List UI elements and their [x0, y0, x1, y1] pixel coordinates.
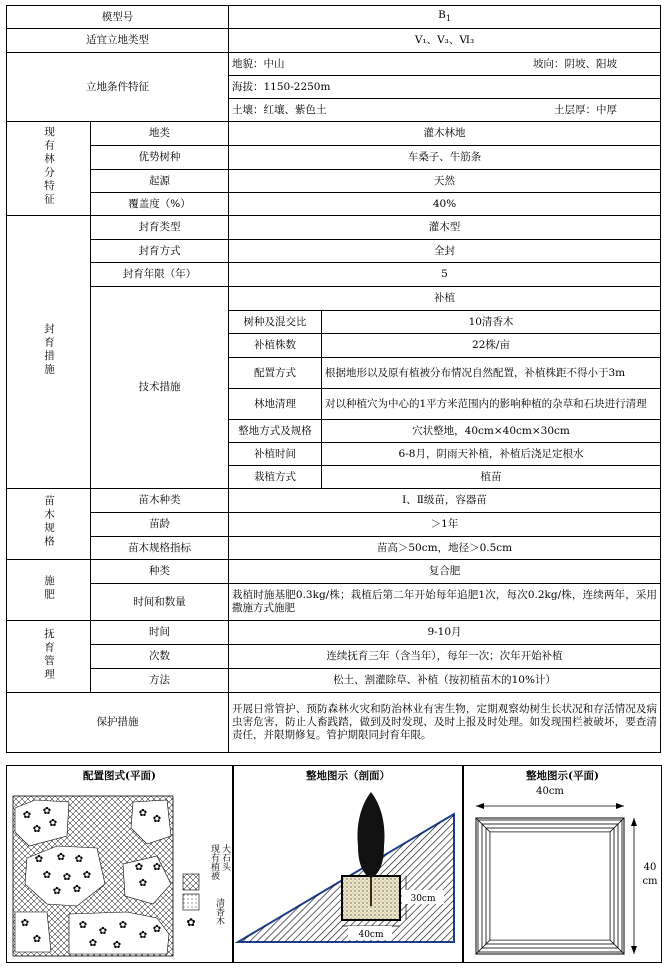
plan-width-label: 40cm — [536, 786, 564, 797]
tending-value: 9-10月 — [229, 621, 661, 645]
tree-marker: ✿ — [62, 872, 72, 883]
stand-row — [7, 146, 661, 170]
closure-row — [7, 240, 661, 263]
tree-marker: ✿ — [152, 814, 162, 825]
tech-row-label: 栽植方式 — [229, 466, 322, 489]
stand-value: 天然 — [229, 170, 661, 193]
seedling-group: 苗木规格 — [7, 489, 91, 560]
seedling-label: 苗龄 — [91, 513, 229, 537]
header-row — [7, 6, 661, 29]
tree-marker: ✿ — [78, 920, 88, 931]
depth-label: 30cm — [410, 894, 436, 904]
tree-marker: ✿ — [118, 920, 128, 931]
tech-title: 补植 — [229, 287, 661, 311]
tree-marker: ✿ — [134, 862, 144, 873]
tech-row-label: 补植时间 — [229, 443, 322, 466]
plan-title: 整地图示(平面) — [526, 770, 599, 782]
closure-years-value: 5 — [229, 263, 661, 287]
fert-value: 复合肥 — [229, 560, 661, 584]
closure-method-label: 封育方式 — [91, 240, 229, 263]
tech-row-label: 补植株数 — [229, 334, 322, 358]
site-type-label: 适宜立地类型 — [7, 29, 229, 53]
tending-row — [7, 621, 661, 645]
section-figure — [233, 765, 463, 963]
seedling-row — [7, 537, 661, 560]
model-label: 模型号 — [7, 6, 229, 29]
site-type-row — [7, 29, 661, 53]
tending-row — [7, 645, 661, 669]
site-cond-row-1 — [7, 53, 661, 76]
tech-row-value: 根据地形以及原有植被分布情况自然配置，补植株距不得小于3m — [322, 358, 661, 389]
closure-method-value: 全封 — [229, 240, 661, 263]
legend-boulder-swatch — [183, 874, 199, 890]
fert-value: 栽植时施基肥0.3kg/株；栽植后第二年开始每年追肥1次，每次0.2kg/株，连续两年，采用撒施方式施肥 — [229, 584, 661, 621]
closure-type-value: 灌木型 — [229, 216, 661, 240]
seedling-row — [7, 513, 661, 537]
plan-height-label: 40 — [643, 862, 657, 873]
tree-marker: ✿ — [32, 824, 42, 835]
model-table — [6, 5, 661, 753]
tree-marker: ✿ — [152, 862, 162, 873]
tree-marker: ✿ — [138, 808, 148, 819]
width-label: 40cm — [358, 930, 384, 940]
tree-marker: ✿ — [88, 938, 98, 949]
seedling-row — [7, 489, 661, 513]
tending-label: 次数 — [91, 645, 229, 669]
tech-title-row — [7, 287, 661, 311]
site-cond-landform-aspect: 地貌：中山 坡向：阴坡、阳坡 — [229, 53, 661, 76]
stand-value: 车桑子、牛筋条 — [229, 146, 661, 170]
protection-label: 保护措施 — [7, 693, 229, 753]
config-figure — [6, 765, 233, 963]
tree-marker: ✿ — [42, 806, 52, 817]
fert-row — [7, 560, 661, 584]
stand-label: 优势树种 — [91, 146, 229, 170]
site-cond-label: 立地条件特征 — [7, 53, 229, 122]
closure-years-label: 封育年限（年） — [91, 263, 229, 287]
fert-label: 种类 — [91, 560, 229, 584]
section-diagram — [234, 766, 464, 964]
tree-marker: ✿ — [72, 884, 82, 895]
tree-marker: ✿ — [32, 934, 42, 945]
closure-row — [7, 263, 661, 287]
config-diagram — [7, 766, 234, 964]
tree-marker: ✿ — [48, 818, 58, 829]
tree-marker: ✿ — [56, 852, 66, 863]
tech-row-value: 6-8月，阴雨天补植，补植后浇足定根水 — [322, 443, 661, 466]
stand-value: 灌木林地 — [229, 122, 661, 146]
tree-marker: ✿ — [42, 870, 52, 881]
legend-boulder-label: 大石头 — [220, 844, 230, 871]
tree-marker: ✿ — [98, 926, 108, 937]
tech-row-label: 树种及混交比 — [229, 311, 322, 334]
fert-label: 时间和数量 — [91, 584, 229, 621]
tree-marker: ✿ — [138, 930, 148, 941]
model-value: $B_1$ — [229, 6, 661, 29]
tending-label: 时间 — [91, 621, 229, 645]
tech-row-label: 林地清理 — [229, 389, 322, 420]
plan-diagram — [464, 766, 663, 964]
stand-label: 起源 — [91, 170, 229, 193]
seedling-value: 苗高＞50cm，地径＞0.5cm — [229, 537, 661, 560]
fert-row — [7, 584, 661, 621]
site-cond-soil: 土壤：红壤、紫色土 土层厚：中厚 — [229, 99, 661, 122]
closure-type-label: 封育类型 — [91, 216, 229, 240]
tree-marker: ✿ — [52, 886, 62, 897]
legend-tree-icon: ✿ — [186, 916, 196, 929]
closure-group: 封育措施 — [7, 216, 91, 489]
legend-tree-label: 清香木 — [214, 898, 224, 925]
tech-label: 技术措施 — [91, 287, 229, 489]
stand-value: 40% — [229, 193, 661, 216]
pit-outline — [476, 818, 624, 954]
tending-label: 方法 — [91, 669, 229, 693]
tending-group: 抚育管理 — [7, 621, 91, 693]
tending-row — [7, 669, 661, 693]
tech-row-value: 22株/亩 — [322, 334, 661, 358]
tree-marker: ✿ — [22, 810, 32, 821]
seedling-label: 苗木种类 — [91, 489, 229, 513]
fert-group: 施肥 — [7, 560, 91, 621]
tree-marker: ✿ — [112, 940, 122, 951]
legend-vegetation-label: 现有植被 — [209, 844, 219, 880]
tech-row-label: 配置方式 — [229, 358, 322, 389]
figure-row — [6, 765, 662, 963]
tech-row-label: 整地方式及规格 — [229, 420, 322, 443]
tending-value: 松土、割灌除草、补植（按初植苗木的10%计） — [229, 669, 661, 693]
stand-label: 地类 — [91, 122, 229, 146]
tree-marker: ✿ — [34, 854, 44, 865]
tending-value: 连续抚育三年（含当年），每年一次；次年开始补植 — [229, 645, 661, 669]
stand-row — [7, 193, 661, 216]
section-title: 整地图示（剖面） — [306, 770, 390, 782]
seedling-value: ＞1年 — [229, 513, 661, 537]
legend-vegetation-swatch — [183, 894, 199, 910]
config-title: 配置图式(平面) — [83, 770, 156, 782]
tech-row-value: 植苗 — [322, 466, 661, 489]
seedling-value: Ⅰ、Ⅱ级苗，容器苗 — [229, 489, 661, 513]
protection-value: 开展日常管护、预防森林火灾和防治林业有害生物，定期观察幼树生长状况和存活情况及病虫害危害，防止人畜践踏，做到及时发现、及时上报及时处理。如发现围栏被破坏，要查清责任，并限期修复。管护期限同封育年限。 — [229, 693, 661, 753]
stand-group: 现有林分特征 — [7, 122, 91, 216]
stand-row — [7, 122, 661, 146]
tree-marker: ✿ — [138, 878, 148, 889]
tech-row-value: 10清香木 — [322, 311, 661, 334]
tree-marker: ✿ — [20, 918, 30, 929]
site-type-value: V₁、V₃、Ⅵ₃ — [229, 29, 661, 53]
protection-row — [7, 693, 661, 753]
stand-label: 覆盖度（%） — [91, 193, 229, 216]
tree-marker: ✿ — [152, 924, 162, 935]
plan-figure — [463, 765, 662, 963]
tree-marker: ✿ — [74, 854, 84, 865]
site-cond-altitude: 海拔：1150-2250m — [229, 76, 661, 99]
tree-marker: ✿ — [82, 870, 92, 881]
tree-icon — [358, 792, 385, 878]
seedling-label: 苗木规格指标 — [91, 537, 229, 560]
closure-row — [7, 216, 661, 240]
stand-row — [7, 170, 661, 193]
tech-row-value: 对以种植穴为中心的1平方米范围内的影响种植的杂草和石块进行清理 — [322, 389, 661, 420]
plan-height-unit: cm — [642, 876, 658, 887]
tech-row-value: 穴状整地，40cm×40cm×30cm — [322, 420, 661, 443]
